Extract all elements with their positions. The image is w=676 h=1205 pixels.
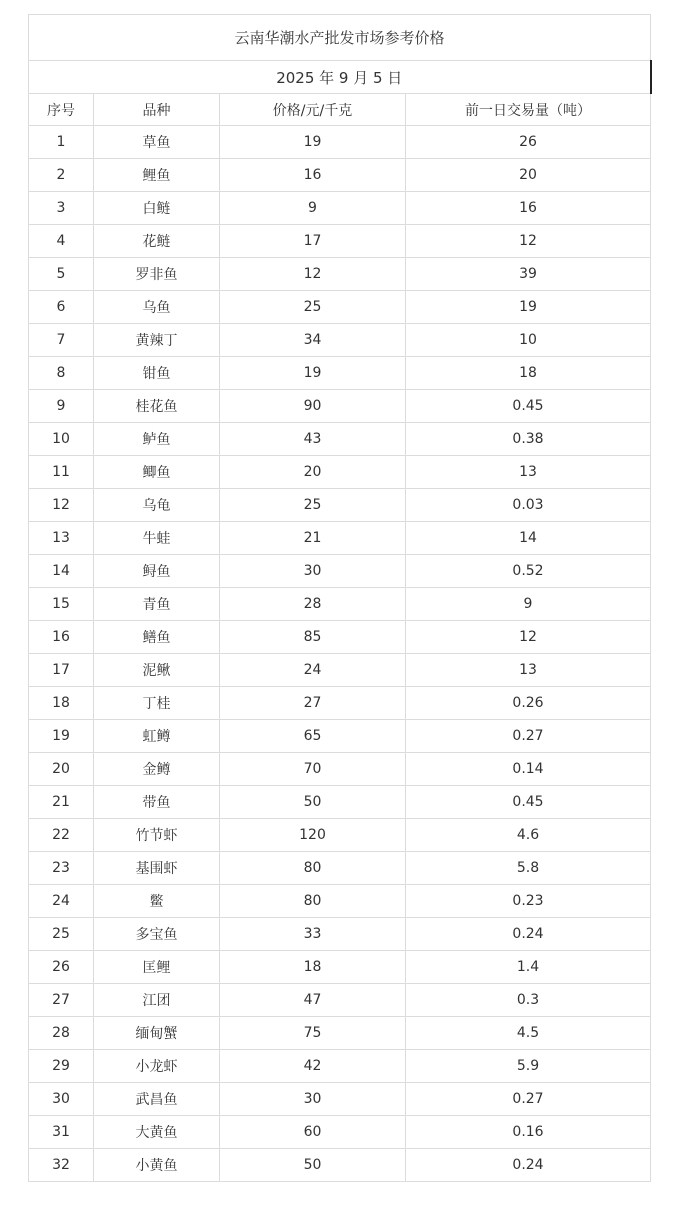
cell-volume: 5.8 [406,852,651,885]
cell-volume: 0.52 [406,555,651,588]
cell-volume: 9 [406,588,651,621]
cell-variety: 青鱼 [94,588,220,621]
cell-variety: 桂花鱼 [94,390,220,423]
cell-variety: 钳鱼 [94,357,220,390]
cell-volume: 26 [406,126,651,159]
header-row [29,94,651,126]
table-row [29,192,651,225]
cell-variety: 鲤鱼 [94,159,220,192]
cell-index: 12 [29,489,94,522]
table-row [29,225,651,258]
table-row [29,1116,651,1149]
cell-variety: 多宝鱼 [94,918,220,951]
cell-index: 3 [29,192,94,225]
table-row [29,1149,651,1182]
cell-price: 33 [220,918,406,951]
cell-price: 90 [220,390,406,423]
cell-index: 30 [29,1083,94,1116]
cell-volume: 0.14 [406,753,651,786]
cell-variety: 小黄鱼 [94,1149,220,1182]
cell-volume: 0.3 [406,984,651,1017]
cell-index: 29 [29,1050,94,1083]
cell-index: 17 [29,654,94,687]
table-row [29,720,651,753]
table-row [29,786,651,819]
cell-price: 30 [220,1083,406,1116]
table-row [29,522,651,555]
cell-index: 1 [29,126,94,159]
cell-index: 32 [29,1149,94,1182]
cell-variety: 泥鳅 [94,654,220,687]
cell-price: 28 [220,588,406,621]
cell-variety: 白鲢 [94,192,220,225]
header-volume: 前一日交易量（吨） [406,94,651,126]
cell-index: 5 [29,258,94,291]
cell-volume: 20 [406,159,651,192]
table-row [29,126,651,159]
cell-price: 34 [220,324,406,357]
cell-variety: 草鱼 [94,126,220,159]
cell-volume: 10 [406,324,651,357]
table-row [29,918,651,951]
cell-index: 8 [29,357,94,390]
cell-volume: 19 [406,291,651,324]
cell-variety: 鳝鱼 [94,621,220,654]
cell-volume: 14 [406,522,651,555]
cell-volume: 13 [406,456,651,489]
table-row [29,819,651,852]
cell-index: 28 [29,1017,94,1050]
table-row [29,1083,651,1116]
table-row [29,1050,651,1083]
cell-volume: 0.23 [406,885,651,918]
header-variety: 品种 [94,94,220,126]
cell-variety: 乌鱼 [94,291,220,324]
cell-volume: 0.27 [406,720,651,753]
cell-volume: 18 [406,357,651,390]
cell-variety: 金鳟 [94,753,220,786]
cell-volume: 39 [406,258,651,291]
cell-price: 60 [220,1116,406,1149]
cell-volume: 0.27 [406,1083,651,1116]
cell-price: 50 [220,786,406,819]
cell-variety: 江团 [94,984,220,1017]
cell-volume: 4.6 [406,819,651,852]
cell-price: 75 [220,1017,406,1050]
cell-variety: 缅甸蟹 [94,1017,220,1050]
price-sheet [28,14,650,1182]
table-row [29,951,651,984]
cell-variety: 竹节虾 [94,819,220,852]
cell-index: 10 [29,423,94,456]
cell-price: 30 [220,555,406,588]
table-row [29,159,651,192]
header-index: 序号 [29,94,94,126]
cell-volume: 4.5 [406,1017,651,1050]
cell-variety: 大黄鱼 [94,1116,220,1149]
cell-price: 120 [220,819,406,852]
table-row [29,423,651,456]
cell-price: 24 [220,654,406,687]
cell-price: 20 [220,456,406,489]
table-row [29,1017,651,1050]
table-title: 云南华潮水产批发市场参考价格 [29,15,651,61]
cell-variety: 鳖 [94,885,220,918]
cell-volume: 0.03 [406,489,651,522]
cell-variety: 基围虾 [94,852,220,885]
cell-index: 31 [29,1116,94,1149]
table-row [29,852,651,885]
cell-index: 20 [29,753,94,786]
cell-index: 27 [29,984,94,1017]
cell-index: 11 [29,456,94,489]
table-row [29,885,651,918]
cell-index: 15 [29,588,94,621]
date-row [29,61,651,94]
cell-index: 19 [29,720,94,753]
cell-volume: 0.24 [406,1149,651,1182]
cell-variety: 鲈鱼 [94,423,220,456]
cell-volume: 5.9 [406,1050,651,1083]
cell-variety: 虹鳟 [94,720,220,753]
cell-variety: 丁桂 [94,687,220,720]
title-row [29,15,651,61]
cell-variety: 鲫鱼 [94,456,220,489]
table-row [29,654,651,687]
cell-index: 2 [29,159,94,192]
table-row [29,456,651,489]
cell-index: 25 [29,918,94,951]
cell-index: 24 [29,885,94,918]
cell-volume: 0.16 [406,1116,651,1149]
cell-price: 19 [220,126,406,159]
cell-volume: 12 [406,225,651,258]
cell-variety: 小龙虾 [94,1050,220,1083]
cell-volume: 13 [406,654,651,687]
table-row [29,555,651,588]
cell-price: 85 [220,621,406,654]
cell-price: 80 [220,885,406,918]
cell-price: 9 [220,192,406,225]
cell-price: 17 [220,225,406,258]
table-row [29,489,651,522]
cell-price: 18 [220,951,406,984]
cell-index: 26 [29,951,94,984]
cell-price: 25 [220,291,406,324]
cell-index: 18 [29,687,94,720]
cell-volume: 12 [406,621,651,654]
cell-price: 65 [220,720,406,753]
cell-price: 50 [220,1149,406,1182]
cell-variety: 牛蛙 [94,522,220,555]
table-row [29,984,651,1017]
cell-variety: 鲟鱼 [94,555,220,588]
cell-variety: 花鲢 [94,225,220,258]
cell-price: 80 [220,852,406,885]
cell-index: 13 [29,522,94,555]
table-row [29,687,651,720]
cell-index: 16 [29,621,94,654]
header-price: 价格/元/千克 [220,94,406,126]
cell-variety: 匡鲤 [94,951,220,984]
cell-volume: 0.26 [406,687,651,720]
cell-volume: 1.4 [406,951,651,984]
cell-variety: 罗非鱼 [94,258,220,291]
cell-price: 12 [220,258,406,291]
cell-price: 25 [220,489,406,522]
table-row [29,621,651,654]
table-row [29,753,651,786]
cell-price: 19 [220,357,406,390]
price-table [28,14,652,1182]
table-date: 2025 年 9 月 5 日 [29,61,651,94]
cell-price: 42 [220,1050,406,1083]
table-row [29,258,651,291]
table-row [29,291,651,324]
cell-volume: 0.45 [406,390,651,423]
cell-index: 22 [29,819,94,852]
cell-volume: 0.38 [406,423,651,456]
cell-index: 14 [29,555,94,588]
cell-volume: 16 [406,192,651,225]
cell-price: 27 [220,687,406,720]
table-row [29,588,651,621]
cell-variety: 带鱼 [94,786,220,819]
cell-index: 9 [29,390,94,423]
cell-index: 6 [29,291,94,324]
cell-price: 21 [220,522,406,555]
cell-price: 16 [220,159,406,192]
cell-volume: 0.45 [406,786,651,819]
cell-price: 47 [220,984,406,1017]
cell-index: 23 [29,852,94,885]
table-row [29,357,651,390]
cell-index: 7 [29,324,94,357]
cell-variety: 黄辣丁 [94,324,220,357]
cell-price: 43 [220,423,406,456]
table-body [29,126,651,1182]
table-row [29,390,651,423]
cell-index: 21 [29,786,94,819]
table-row [29,324,651,357]
cell-variety: 乌龟 [94,489,220,522]
cell-variety: 武昌鱼 [94,1083,220,1116]
cell-price: 70 [220,753,406,786]
cell-index: 4 [29,225,94,258]
cell-volume: 0.24 [406,918,651,951]
